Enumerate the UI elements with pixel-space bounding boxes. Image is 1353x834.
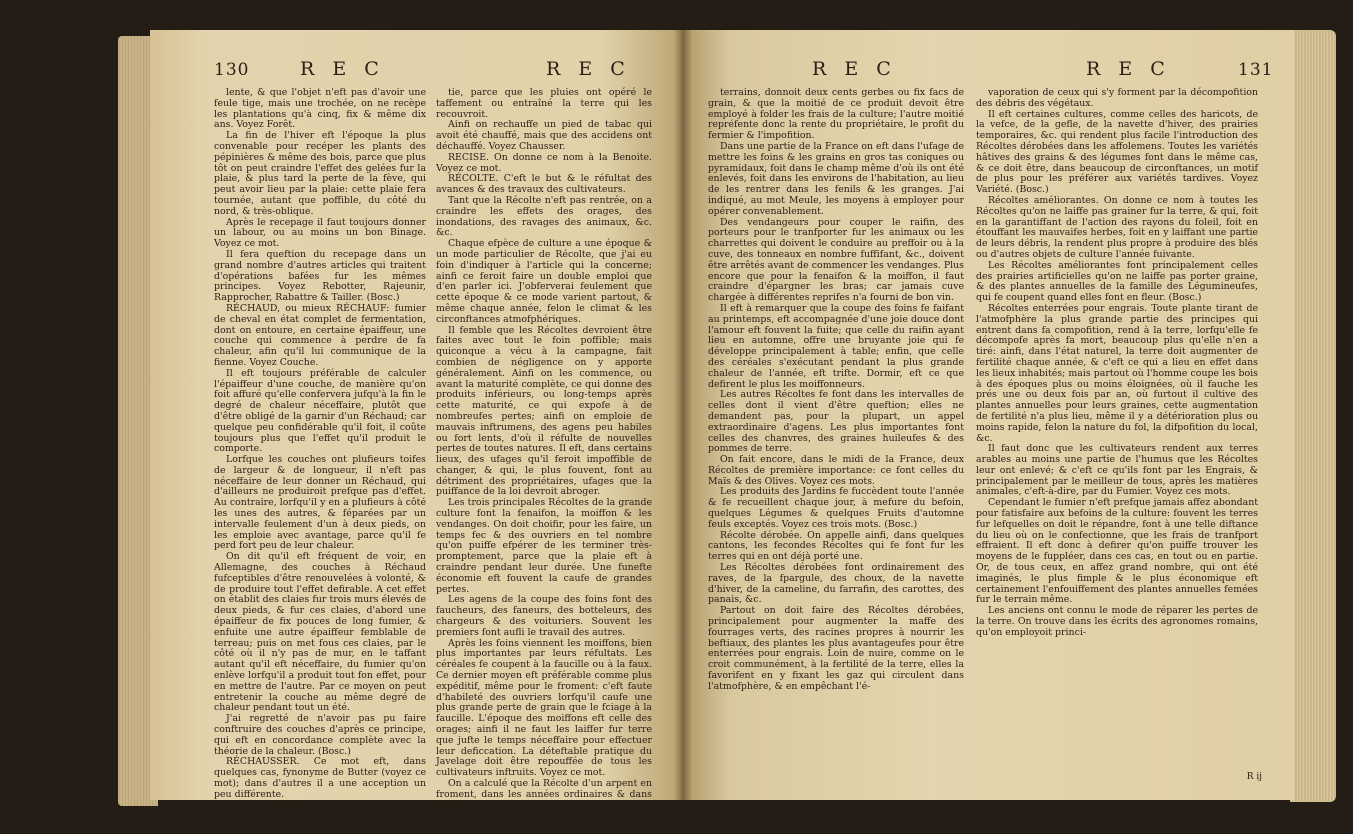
left-page bbox=[150, 30, 682, 833]
paragraph: Après les foins viennent les moiffons, bien plus importantes par leurs réfultats. Les céréales fe coupent à la faucille ou à la faux. Ce dernier moyen eft préférable comme plus expéditif, même pour le froment: c'eft faute d'habileté des ouvriers lorfqu'il caufe une plus grande perte de grain que le fciage à la faucille. L'époque des moiffons eft celle des orages; ainfi il ne faut les laiffer fur terre que jufte le temps néceffaire pour effectuer leur deficcation. La déteftable pratique du Javelage doit être repouffée de tous les cultivateurs inftruits. Voyez ce mot. bbox=[436, 637, 652, 779]
paragraph: Chaque efpèce de culture a une époque & un mode particulier de Récolte, que j'ai eu foin d'indiquer à l'article qui la concerne; ainfi ce feroit faire un double emploi que d'en parler ici. J'obferverai feulement que cette époque & ce mode varient partout, & même chaque année, felon le climat & les circonftances atmofphériques. bbox=[436, 238, 652, 325]
signature-mark: R ij bbox=[1246, 772, 1262, 782]
paragraph: RÉCHAUSSER. Ce mot eft, dans quelques cas, fynonyme de Butter (voyez ce mot); dans d'autres il a une acception un peu différente. bbox=[214, 756, 426, 800]
paragraph: Récolte dérobée. On appelle ainfi, dans quelques cantons, les fecondes Récoltes qui fe font fur les terres qui en ont déjà porté une. bbox=[708, 529, 964, 563]
paragraph: Après le recepage il faut toujours donner un labour, ou au moins un bon Binage. Voyez ce mot. bbox=[214, 216, 426, 250]
paragraph: Les Récoltes améliorantes font principalement celles des prairies artificielles qu'on ne laiffe pas porter graine, & des plantes annuelles de la famille des Légumineufes, qui fe coupent quand elles font en fleur. (Bosc.) bbox=[976, 259, 1258, 304]
paragraph: RÉCOLTE. C'eft le but & le réfultat des avances & des travaux des cultivateurs. bbox=[436, 173, 652, 196]
paragraph: Lorfque les couches ont plufieurs toifes de largeur & de longueur, il n'eft pas néceffaire de leur donner un Réchaud, qui d'ailleurs ne produiroit prefque pas d'effet. Au contraire, lorfqu'il y en a plufieurs à côté les unes des autres, & féparées par un intervalle feulement d'un à deux pieds, on les emploie avec avantage, parce qu'il fe perd fort peu de leur chaleur. bbox=[214, 454, 426, 552]
right-running-head-2: R E C bbox=[1086, 58, 1171, 80]
paragraph: On fait encore, dans le midi de la France, deux Récoltes de première importance: ce font celles du Maïs & des Olives. Voyez ces mots. bbox=[708, 454, 964, 487]
paragraph: La fin de l'hiver eft l'époque la plus convenable pour recéper les plants des pépinières & même des bois, parce que plus tôt on peut craindre l'effet des gelées fur la plaie, & plus tard la perte de la fève, qui peut avoir lieu par la plaie: cette plaie fera tournée, autant que poffible, du côté du nord, & très-oblique. bbox=[214, 130, 426, 217]
paragraph: Les Récoltes dérobées font ordinairement des raves, de la fpargule, des choux, de la navette d'hiver, de la cameline, du farrafin, des carottes, des panais, &c. bbox=[708, 562, 964, 606]
paragraph: Les produits des Jardins fe fuccèdent toute l'année & fe recueillent chaque jour, à mefure du befoin, quelques Légumes & quelques Fruits d'automne feuls exceptés. Voyez ces trois mots. (Bosc.) bbox=[708, 486, 964, 530]
paragraph: Il faut donc que les cultivateurs rendent aux terres arables au moins une partie de l'humus que les Récoltes leur ont enlevé; & c'eft ce qu'ils font par les Engrais, & principalement par le meilleur de tous, après les matières animales, c'eft-à-dire, par du Fumier. Voyez ces mots. bbox=[976, 443, 1258, 498]
paragraph: On dit qu'il eft fréquent de voir, en Allemagne, des couches à Réchaud fufceptibles d'être renouvelées à volonté, & de produire tout l'effet defirable. A cet effet on établit des claies fur trois murs élevés de deux pieds, & fur ces claies, d'abord une épaiffeur de fix pouces de long fumier, & enfuite une autre épaiffeur femblable de terreau; puis on met fous ces claies, par le côté où il n'y pas de mur, en le taffant autant qu'il eft néceffaire, du fumier qu'on enlève lorfqu'il a produit tout fon effet, pour en mettre de l'autre. Par ce moyen on peut entretenir la couche au même degré de chaleur pendant tout un été. bbox=[214, 551, 426, 714]
paragraph: Des vendangeurs pour couper le raifin, des porteurs pour le tranfporter fur les animaux ou les charrettes qui doivent le conduire au preffoir ou à la cuve, des tonneaux en nombre fuffifant, &c., doivent être arrêtés avant de commencer les vendanges. Plus encore que pour la fenaifon & la moiffon, il faut craindre d'épargner les bras; car jamais cuve chargée à différentes reprifes n'a fourni de bon vin. bbox=[708, 216, 964, 304]
left-page-column-1 bbox=[214, 87, 426, 833]
right-page-header bbox=[682, 58, 1294, 88]
paragraph: J'ai regretté de n'avoir pas pu faire conftruire des couches d'après ce principe, qui eft en concordance complète avec la théorie de la chaleur. (Bosc.) bbox=[214, 713, 426, 757]
left-page-header bbox=[150, 58, 682, 88]
paragraph: vaporation de ceux qui s'y forment par la décompofition des débris des végétaux. bbox=[976, 87, 1258, 109]
paragraph: Récoltes enterrées pour engrais. Toute plante tirant de l'atmofphère la plus grande partie des principes qui entrent dans fa compofition, rend à la terre, lorfqu'elle fe décompofe après fa mort, beaucoup plus qu'elle n'en a tiré: ainfi, dans l'état naturel, la terre doit augmenter de fertilité chaque année, & c'eft ce qui a lieu en effet dans les lieux inhabités; mais partout où l'homme coupe les bois à des époques plus ou moins éloignées, où il fauche les prés une ou deux fois par an, où furtout il cultive des plantes annuelles pour leurs graines, cette augmentation de fertilité n'a plus lieu, même il y a détérioration plus ou moins rapide, felon la nature du fol, la difpofition du local, &c. bbox=[976, 302, 1258, 444]
paragraph: Ainfi on rechauffe un arbre nouvellement planté, dont les racines ont été mifes à nu en par- bbox=[214, 799, 426, 833]
right-page-column-2 bbox=[976, 88, 1258, 778]
paragraph: terrains, donnoit deux cents gerbes ou fix facs de grain, & que la moitié de ce produit devoit être employé à folder les frais de la culture; l'autre moitié repréfente donc la rente du propriétaire, le profit du fermier & l'impofition. bbox=[708, 87, 964, 142]
paragraph: lente, & que l'objet n'eft pas d'avoir une feule tige, mais une trochée, on ne recèpe les plantations qu'à cinq, fix & même dix ans. Voyez Forêt. bbox=[214, 87, 426, 131]
paragraph: Les anciens ont connu le mode de réparer les pertes de la terre. On trouve dans les écrits des agronomes romains, qu'on employoit princi- bbox=[976, 605, 1258, 638]
right-page bbox=[682, 30, 1294, 800]
paragraph: Ainfi on rechauffe un pied de tabac qui avoit été chauffé, mais que des accidens ont déchauffé. Voyez Chausser. bbox=[436, 119, 652, 152]
left-running-head-2: R E C bbox=[546, 58, 631, 80]
paragraph: Il eft toujours préférable de calculer l'épaiffeur d'une couche, de manière qu'on foit affuré qu'elle confervera jufqu'à la fin le degré de chaleur néceffaire, plutôt que d'être obligé de la garnir d'un Réchaud; car quelque peu confidérable qu'il foit, il coûte toujours plus que l'effet qu'il produit le comporte. bbox=[214, 367, 426, 455]
book-spine-shadow bbox=[674, 30, 692, 800]
paragraph: Il eft à remarquer que la coupe des foins fe faifant au printemps, eft accompagnée d'une joie douce dont l'amour eft fouvent la fuite; que celle du raifin ayant lieu en automne, offre une bruyante joie qui fe développe principalement à table; enfin, que celle des céréales s'exécutant pendant la plus grande chaleur de l'année, eft trifte. Dormir, eft ce que defirent le plus les moiffonneurs. bbox=[708, 302, 964, 390]
right-running-head-1: R E C bbox=[812, 58, 897, 80]
paragraph: Les agens de la coupe des foins font des faucheurs, des faneurs, des botteleurs, des chargeurs & des voituriers. Souvent les premiers font aufli le travail des autres. bbox=[436, 594, 652, 638]
paragraph: tie, parce que les pluies ont opéré le taffement ou entraîné la terre qui les recouvroit. bbox=[436, 87, 652, 120]
paragraph: Il femble que les Récoltes devroient être faites avec tout le foin poffible; mais quiconque a vécu à la campagne, fait combien de négligence on y apporte généralement. Ainfi on les commence, ou avant la maturité complète, ce qui donne des produits inférieurs, ou long-temps après cette maturité, ce qui expofe à de nombreufes pertes; ainfi on emploie de mauvais inftrumens, des agens peu habiles ou fort lents, d'où il réfulte de nouvelles pertes de toutes natures. Il eft, dans certains lieux, des ufages qu'il feroit impoffible de changer, & qui, le plus fouvent, font au détriment des propriétaires, ufages que la puiffance de la loi devroit abroger. bbox=[436, 324, 652, 498]
paragraph: Dans une partie de la France on eft dans l'ufage de mettre les foins & les grains en gros tas coniques ou pyramidaux, foit dans le champ même d'où ils ont été enlevés, foit dans les environs de l'habitation, au lieu de les rentrer dans les fenils & les granges. J'ai indiqué, au mot Meule, les moyens à employer pour opérer convenablement. bbox=[708, 140, 964, 217]
paragraph: Il fera queftion du recepage dans un grand nombre d'autres articles qui traitent d'opérations bafées fur les mêmes principes. Voyez Rebotter, Rajeunir, Rapprocher, Rabattre & Tailler. (Bosc.) bbox=[214, 248, 426, 304]
paragraph: Partout on doit faire des Récoltes dérobées, principalement pour augmenter la maffe des fourrages verts, des racines propres à nourrir les beftiaux, des plantes les plus avantageufes pour être enterrées pour engrais. Loin de nuire, comme on le croit communément, à la fertilité de la terre, elles la favorifent en y fixant les gaz qui circulent dans l'atmofphère, & en empêchant l'é- bbox=[708, 605, 964, 692]
right-page-column-1 bbox=[708, 88, 964, 778]
left-page-column-2 bbox=[436, 87, 652, 811]
paragraph: Cependant le fumier n'eft prefque jamais affez abondant pour fatisfaire aux befoins de la culture: fouvent les terres fur lefquelles on doit le répandre, font à une telle diftance du lieu où on le confectionne, que les frais de tranfport effraient. Il eft donc à defirer qu'on puiffe trouver les moyens de le fuppléer, dans ces cas, en tout ou en partie. Or, de tous ceux, en affez grand nombre, qui ont été imaginés, le plus fimple & le plus économique eft certainement l'enfouiffement des plantes annuelles femées fur le terrain même. bbox=[976, 497, 1258, 606]
right-page-number: 131 bbox=[1238, 60, 1274, 80]
paragraph: Récoltes améliorantes. On donne ce nom à toutes les Récoltes qu'on ne laiffe pas grainer fur la terre, & qui, foit en la garantiffant de l'action des rayons du foleil, foit en étouffant les mauvaifes herbes, foit en y laiffant une partie de leurs débris, la rendent plus propre à produire des blés ou d'autres objets de culture l'année fuivante. bbox=[976, 194, 1258, 260]
paragraph: RÉCHAUD, ou mieux RÉCHAUF: fumier de cheval en état complet de fermentation, dont on entoure, en certaine épaiffeur, une couche qui commence à perdre de fa chaleur, afin qu'il lui communique de la fienne. Voyez Couche. bbox=[214, 302, 426, 368]
paragraph: Il eft certaines cultures, comme celles des haricots, de la vefce, de la gefle, de la navette d'hiver, des prairies temporaires, &c. qui rendent plus facile l'introduction des Récoltes dérobées dans les affolemens. Toutes les variétés hâtives des grains & des légumes font dans le même cas, & ce doit être, dans beaucoup de circonftances, un motif de plus pour les préférer aux variétés tardives. Voyez Variété. (Bosc.) bbox=[976, 108, 1258, 196]
right-page-edges bbox=[1290, 30, 1336, 802]
paragraph: On a calculé que la Récolte d'un arpent en froment, dans les années ordinaires & dans les bas bbox=[436, 778, 652, 811]
paragraph: Les trois principales Récoltes de la grande culture font la fenaifon, la moiffon & les vendanges. On doit choifir, pour les faire, un temps fec & des ouvriers en tel nombre qu'on puiffe efpérer de les terminer très-promptement, parce que la plaie eft à craindre pendant leur durée. Une funefte économie eft fouvent la caufe de grandes pertes. bbox=[436, 497, 652, 595]
left-page-number: 130 bbox=[214, 60, 250, 80]
paragraph: RECISE. On donne ce nom à la Benoite. Voyez ce mot. bbox=[436, 151, 652, 174]
left-running-head-1: R E C bbox=[300, 58, 385, 80]
paragraph: Les autres Récoltes fe font dans les intervalles de celles dont il vient d'être queftion; elles ne demandent pas, pour la plupart, un appel extraordinaire d'agens. Les plus importantes font celles des chanvres, des graines huileufes & des pommes de terre. bbox=[708, 389, 964, 455]
paragraph: Tant que la Récolte n'eft pas rentrée, on a craindre les effets des orages, des inondations, des ravages des animaux, &c. &c. bbox=[436, 194, 652, 239]
